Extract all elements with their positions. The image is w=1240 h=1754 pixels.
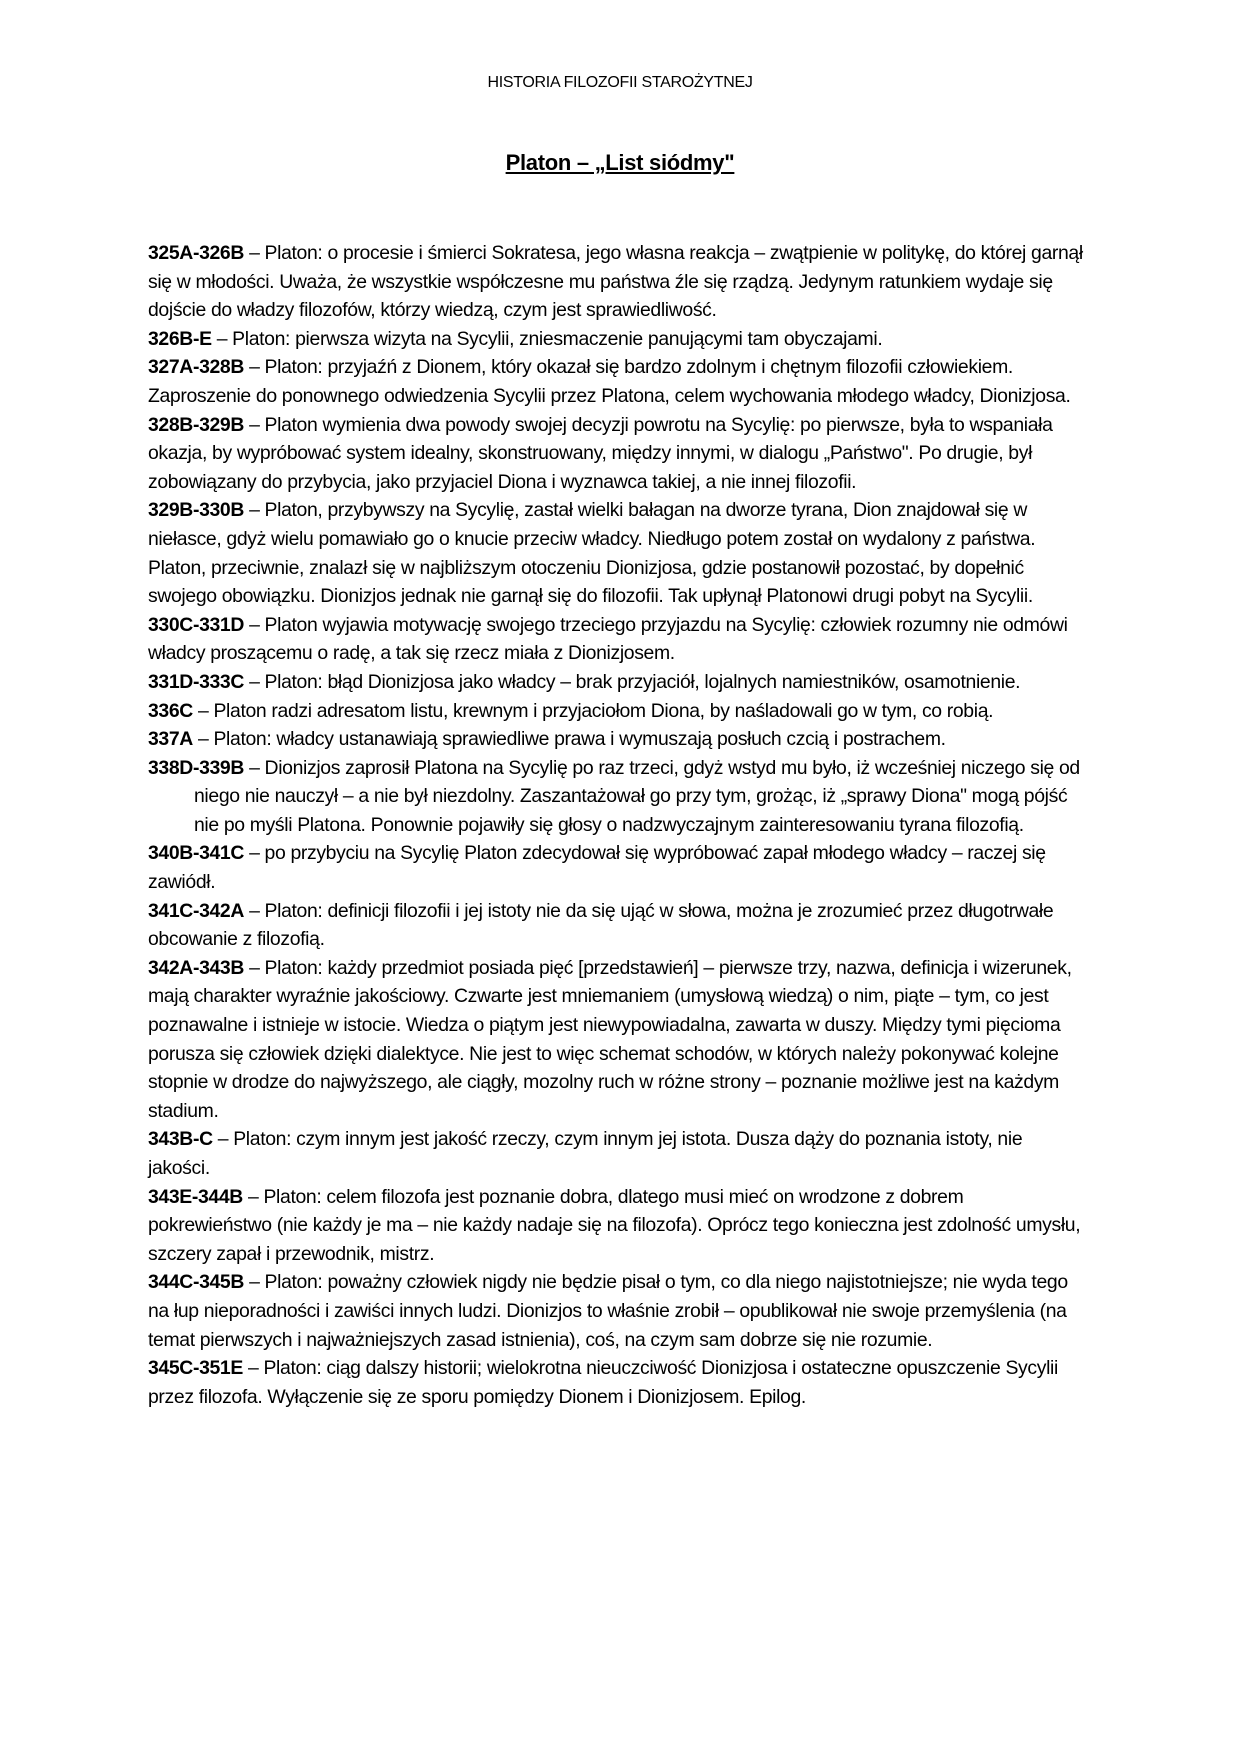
entry-330c-331d xyxy=(148,611,1088,668)
entry-reference: 330C-331D xyxy=(148,613,245,636)
entry-326b-e xyxy=(148,325,1088,354)
entry-337a xyxy=(148,725,1088,754)
entry-reference: 340B-341C xyxy=(148,842,245,865)
entry-reference: 325A-326B xyxy=(148,242,245,264)
entry-338d-339b xyxy=(148,754,1088,840)
entry-text: – Dionizjos zaprosił Platona na Sycylię po raz trzeci, gdyż wstyd mu było, iż wcześniej niczego się od niego nie nauczył – a nie był niezdolny. Zaszantażował go przy tym, grożąc, iż „sprawy Diona" mogą pójść nie po myśli Platona. Ponownie pojawiły się głosy o nadzwyczajnym zainteresowaniu tyrana filozofią. xyxy=(194,756,1080,836)
entry-reference: 344C-345B xyxy=(148,1271,245,1294)
document-title: Platon – „List siódmy" xyxy=(505,150,735,175)
entry-331d-333c xyxy=(148,668,1088,697)
entry-reference: 327A-328B xyxy=(148,356,245,379)
entry-reference: 329B-330B xyxy=(148,499,245,522)
entry-reference: 336C xyxy=(148,699,193,722)
entry-text: – Platon: poważny człowiek nigdy nie będzie pisał o tym, co dla niego najistotniejsze; nie wyda tego na łup nieporadności i zawiści innych ludzi. Dionizjos to właśnie zrobił – opublikował nie swoje przemyślenia (na temat pierwszych i najważniejszych zasad istnienia), coś, na czym sam dobrze się nie rozumie. xyxy=(148,1271,1068,1351)
entry-text: – Platon wyjawia motywację swojego trzeciego przyjazdu na Sycylię: człowiek rozumny nie odmówi władcy proszącemu o radę, a tak się rzecz miała z Dionizjosem. xyxy=(148,613,1068,665)
entry-text: – Platon: definicji filozofii i jej istoty nie da się ująć w słowa, można je zrozumieć przez długotrwałe obcowanie z filozofią. xyxy=(148,899,1054,951)
entry-text: – Platon wymienia dwa powody swojej decyzji powrotu na Sycylię: po pierwsze, była to wspaniała okazja, by wypróbować system idealny, skonstruowany, między innymi, w dialogu „Państwo". Po drugie, był zobowiązany do przybycia, jako przyjaciel Diona i wyznawca takiej, a nie innej filozofii. xyxy=(148,413,1053,493)
entry-343e-344b xyxy=(148,1183,1088,1269)
entry-327a-328b xyxy=(148,353,1088,410)
document-header: HISTORIA FILOZOFII STAROŻYTNEJ xyxy=(487,74,753,91)
entry-341c-342a xyxy=(148,897,1088,954)
entry-reference: 343E-344B xyxy=(148,1185,243,1208)
entry-text: – Platon: celem filozofa jest poznanie dobra, dlatego musi mieć on wrodzone z dobrem pokrewieństwo (nie każdy je ma – nie każdy nadaje się na filozofa). Oprócz tego konieczna jest zdolność umysłu, szczery zapał i przewodnik, mistrz. xyxy=(148,1185,1081,1265)
entry-reference: 341C-342A xyxy=(148,899,245,922)
entry-340b-341c xyxy=(148,839,1088,896)
entry-reference: 337A xyxy=(148,728,193,751)
entry-reference: 342A-343B xyxy=(148,956,245,979)
entry-text: – Platon radzi adresatom listu, krewnym i przyjaciołom Diona, by naśladowali go w tym, co robią. xyxy=(192,699,994,722)
entry-text: – Platon: o procesie i śmierci Sokratesa, jego własna reakcja – zwątpienie w politykę, do której garnął się w młodości. Uważa, że wszystkie współczesne mu państwa źle się rządzą. Jedynym ratunkiem wydaje się dojście do władzy filozofów, którzy wiedzą, czym jest sprawiedliwość. xyxy=(148,242,1083,322)
document-body xyxy=(148,239,1088,1411)
entry-text: – po przybyciu na Sycylię Platon zdecydował się wypróbować zapał młodego władcy – raczej się zawiódł. xyxy=(148,842,1046,894)
entry-reference: 331D-333C xyxy=(148,670,245,693)
entry-reference: 328B-329B xyxy=(148,413,245,436)
entry-text: – Platon: ciąg dalszy historii; wielokrotna nieuczciwość Dionizjosa i ostateczne opuszczenie Sycylii przez filozofa. Wyłączenie się ze sporu pomiędzy Dionem i Dionizjosem. Epilog. xyxy=(148,1357,1058,1408)
entry-344c-345b xyxy=(148,1268,1088,1354)
entry-reference: 326B-E xyxy=(148,327,212,350)
entry-reference: 338D-339B xyxy=(148,756,245,779)
entry-text: – Platon: czym innym jest jakość rzeczy, czym innym jej istota. Dusza dąży do poznania istoty, nie jakości. xyxy=(148,1128,1023,1179)
entry-329b-330b xyxy=(148,496,1088,610)
entry-343b-c xyxy=(148,1125,1088,1182)
entry-342a-343b xyxy=(148,954,1088,1126)
entry-text: – Platon: władcy ustanawiają sprawiedliwe prawa i wymuszają posłuch czcią i postrachem. xyxy=(192,728,946,751)
entry-text: – Platon, przybywszy na Sycylię, zastał wielki bałagan na dworze tyrana, Dion znajdował się w niełasce, gdyż wielu pomawiało go o knucie przeciw władcy. Niedługo potem został on wydalony z państwa. Platon, przeciwnie, znalazł się w najbliższym otoczeniu Dionizjosa, gdzie postanowił pozostać, by dopełnić swojego obowiązku. Dionizjos jednak nie garnął się do filozofii. Tak upłynął Platonowi drugi pobyt na Sycylii. xyxy=(148,499,1036,608)
entry-text: – Platon: pierwsza wizyta na Sycylii, zniesmaczenie panującymi tam obyczajami. xyxy=(211,327,883,350)
entry-text: – Platon: błąd Dionizjosa jako władcy – brak przyjaciół, lojalnych namiestników, osamotnienie. xyxy=(244,670,1021,693)
entry-345c-351e xyxy=(148,1354,1088,1411)
entry-328b-329b xyxy=(148,411,1088,497)
entry-336c xyxy=(148,697,1088,726)
entry-325a-326b xyxy=(148,239,1088,325)
entry-reference: 343B-C xyxy=(148,1128,213,1151)
entry-reference: 345C-351E xyxy=(148,1357,243,1380)
entry-text: – Platon: przyjaźń z Dionem, który okazał się bardzo zdolnym i chętnym filozofii człowiekiem. Zaproszenie do ponownego odwiedzenia Sycylii przez Platona, celem wychowania młodego władcy, Dionizjosa. xyxy=(148,356,1071,407)
entry-text: – Platon: każdy przedmiot posiada pięć [przedstawień] – pierwsze trzy, nazwa, definicja i wizerunek, mają charakter wyraźnie jakościowy. Czwarte jest mniemaniem (umysłową wiedzą) o nim, piąte – tym, co jest poznawalne i istnieje w istocie. Wiedza o piątym jest niewypowiadalna, zawarta w duszy. Między tymi pięcioma porusza się człowiek dzięki dialektyce. Nie jest to więc schemat schodów, w których należy pokonywać kolejne stopnie w drodze do najwyższego, ale ciągły, mozolny ruch w różne strony – poznanie możliwe jest na każdym stadium. xyxy=(148,956,1072,1122)
